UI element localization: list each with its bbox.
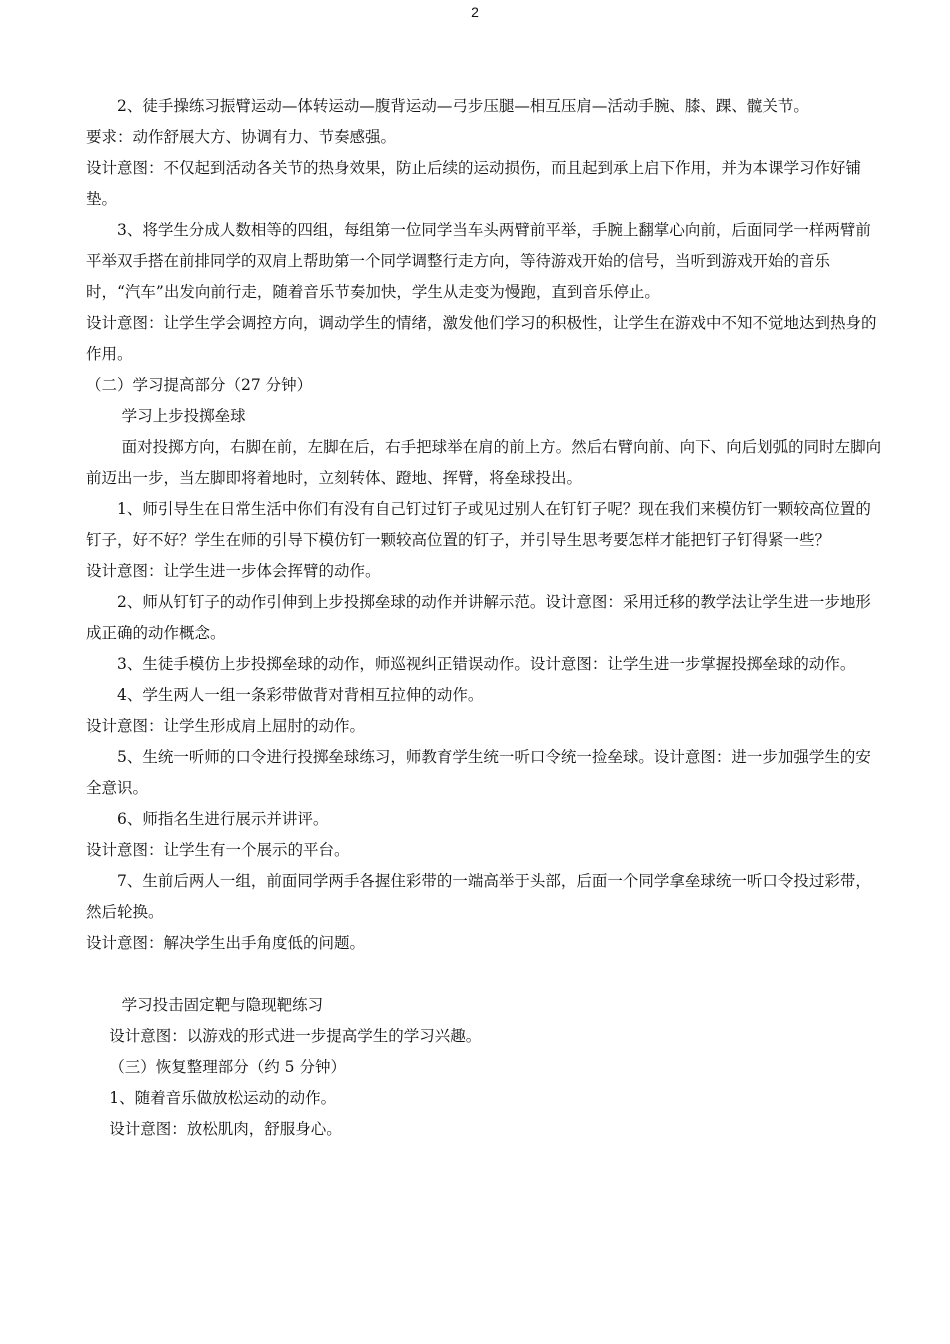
section-heading: （二）学习提高部分（27 分钟） xyxy=(86,376,313,394)
document-body xyxy=(86,91,882,1145)
paragraph: 6、师指名生进行展示并讲评。 xyxy=(117,810,329,828)
page-number: 2 xyxy=(471,4,479,20)
paragraph: 3、生徒手模仿上步投掷垒球的动作，师巡视纠正错误动作。设计意图：让学生进一步掌握投掷垒球的动作。 xyxy=(117,655,856,673)
paragraph: 面对投掷方向，右脚在前，左脚在后，右手把球举在肩的前上方。然后右臂向前、向下、向后划弧的同时左脚向前迈出一步，当左脚即将着地时，立刻转体、蹬地、挥臂，将垒球投出。 xyxy=(86,438,882,487)
paragraph: 要求：动作舒展大方、协调有力、节奏感强。 xyxy=(86,128,397,146)
paragraph: 7、生前后两人一组，前面同学两手各握住彩带的一端高举于头部，后面一个同学拿垒球统一听口令投过彩带，然后轮换。 xyxy=(86,872,871,921)
blank-line xyxy=(86,959,882,990)
design-intent: 设计意图：解决学生出手角度低的问题。 xyxy=(86,934,366,952)
paragraph: 5、生统一听师的口令进行投掷垒球练习，师教育学生统一听口令统一捡垒球。设计意图：进一步加强学生的安全意识。 xyxy=(86,748,871,797)
paragraph: 3、将学生分成人数相等的四组，每组第一位同学当车头两臂前平举，手腕上翻掌心向前，后面同学一样两臂前平举双手搭在前排同学的双肩上帮助第一个同学调整行走方向，等待游戏开始的信号，当听到游戏开始的音乐时，“汽车”出发向前行走，随着音乐节奏加快，学生从走变为慢跑，直到音乐停止。 xyxy=(86,221,871,301)
paragraph: 1、师引导生在日常生活中你们有没有自己钉过钉子或见过别人在钉钉子呢？现在我们来模仿钉一颗较高位置的钉子，好不好？学生在师的引导下模仿钉一颗较高位置的钉子，并引导生思考要怎样才能把钉子钉得紧一些？ xyxy=(86,500,871,549)
subheading: 学习上步投掷垒球 xyxy=(121,407,246,425)
paragraph: 2、师从钉钉子的动作引伸到上步投掷垒球的动作并讲解示范。设计意图：采用迁移的教学法让学生进一步地形成正确的动作概念。 xyxy=(86,593,871,642)
subheading: 学习投击固定靶与隐现靶练习 xyxy=(121,996,324,1014)
paragraph: 2、徒手操练习振臂运动—体转运动—腹背运动—弓步压腿—相互压肩—活动手腕、膝、踝、髋关节。 xyxy=(117,97,809,115)
design-intent: 设计意图：不仅起到活动各关节的热身效果，防止后续的运动损伤，而且起到承上启下作用，并为本课学习作好铺垫。 xyxy=(86,159,862,208)
design-intent: 设计意图：让学生形成肩上屈肘的动作。 xyxy=(86,717,366,735)
design-intent: 设计意图：让学生学会调控方向，调动学生的情绪，激发他们学习的积极性，让学生在游戏中不知不觉地达到热身的作用。 xyxy=(86,314,877,363)
section-heading: （三）恢复整理部分（约 5 分钟） xyxy=(109,1058,346,1076)
design-intent: 设计意图：以游戏的形式进一步提高学生的学习兴趣。 xyxy=(109,1027,482,1045)
design-intent: 设计意图：让学生有一个展示的平台。 xyxy=(86,841,350,859)
design-intent: 设计意图：让学生进一步体会挥臂的动作。 xyxy=(86,562,381,580)
paragraph: 4、学生两人一组一条彩带做背对背相互拉伸的动作。 xyxy=(117,686,484,704)
paragraph: 1、随着音乐做放松运动的动作。 xyxy=(109,1089,337,1107)
design-intent: 设计意图：放松肌肉，舒服身心。 xyxy=(109,1120,342,1138)
